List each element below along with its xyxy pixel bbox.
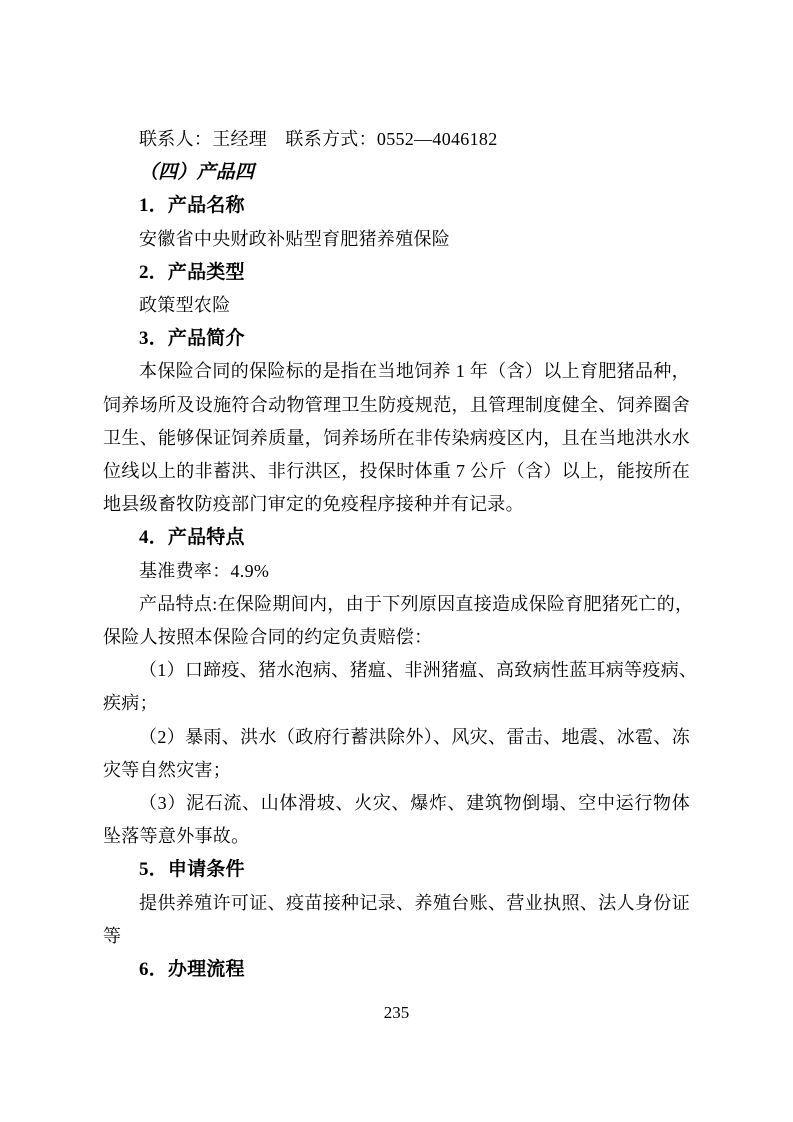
text-features-intro-line-1: 产品特点:在保险期间内，由于下列原因直接造成保险育肥猪死亡的， <box>139 593 694 614</box>
text-application-conditions-line-1: 提供养殖许可证、疫苗接种记录、养殖台账、营业执照、法人身份证 <box>139 892 690 913</box>
text-cause-2-disasters-line-1: （2）暴雨、洪水（政府行蓄洪除外）、风灾、雷击、地震、冰雹、冻 <box>139 726 690 747</box>
text-product-name: 安徽省中央财政补贴型育肥猪养殖保险 <box>139 228 451 249</box>
text-cause-1-diseases-line-1: （1）口蹄疫、猪水泡病、猪瘟、非洲猪瘟、高致病性蓝耳病等疫病、 <box>139 660 698 681</box>
heading-2-product-type: 2．产品类型 <box>139 261 245 283</box>
text-product-intro-line-2: 饲养场所及设施符合动物管理卫生防疫规范，且管理制度健全、饲养圈舍 <box>103 394 690 415</box>
contact-line: 联系人：王经理 联系方式：0552—4046182 <box>139 129 498 149</box>
text-product-intro-line-1: 本保险合同的保险标的是指在当地饲养 1 年（含）以上育肥猪品种， <box>139 361 690 382</box>
text-product-intro-line-3: 卫生、能够保证饲养质量，饲养场所在非传染病疫区内，且在当地洪水水 <box>103 427 690 448</box>
page-number: 235 <box>383 1003 410 1022</box>
text-product-intro-line-5: 地县级畜牧防疫部门审定的免疫程序接种并有记录。 <box>103 494 524 515</box>
text-base-premium-rate: 基准费率：4.9% <box>139 560 270 581</box>
heading-6-processing-flow: 6．办理流程 <box>139 959 245 981</box>
text-cause-3-accidents-line-1: （3）泥石流、山体滑坡、火灾、爆炸、建筑物倒塌、空中运行物体 <box>139 793 690 814</box>
text-application-conditions-line-2: 等 <box>103 925 122 946</box>
heading-5-application-conditions: 5．申请条件 <box>139 859 245 881</box>
heading-3-product-intro: 3．产品简介 <box>139 328 245 350</box>
text-features-intro-line-2: 保险人按照本保险合同的约定负责赔偿： <box>103 627 433 648</box>
heading-1-product-name: 1．产品名称 <box>139 195 245 217</box>
text-product-type: 政策型农险 <box>139 295 231 316</box>
document-body <box>103 123 698 986</box>
text-cause-2-disasters-line-2: 灾等自然灾害； <box>103 759 232 780</box>
text-cause-1-diseases-line-2: 疾病； <box>103 693 158 714</box>
heading-4-product-features: 4．产品特点 <box>139 527 245 549</box>
text-product-intro-line-4: 位线以上的非蓄洪、非行洪区，投保时体重 7 公斤（含）以上，能按所在 <box>103 461 690 482</box>
subsection-heading-product-four: （四）产品四 <box>139 162 255 184</box>
text-cause-3-accidents-line-2: 坠落等意外事故。 <box>103 826 250 847</box>
